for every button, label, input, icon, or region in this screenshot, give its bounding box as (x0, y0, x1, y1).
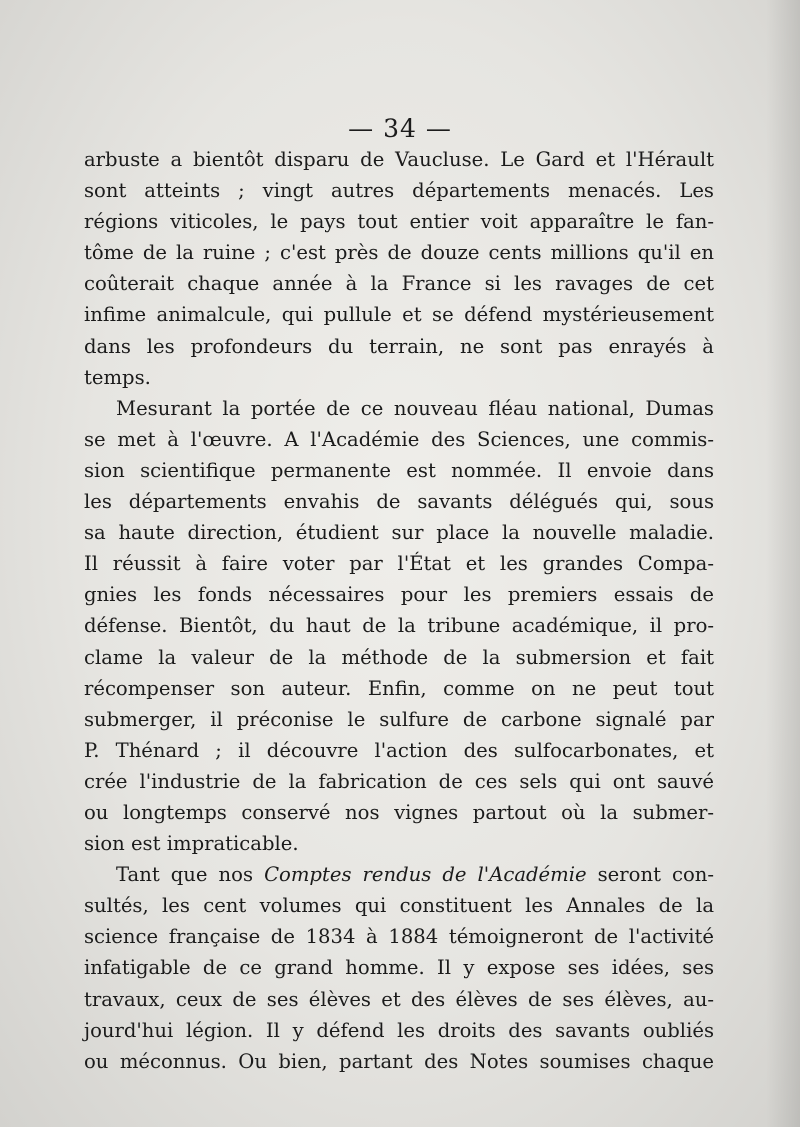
text-line: régions viticoles, le pays tout entier voit apparaître le fan- (84, 210, 714, 234)
text-line: ou longtemps conservé nos vignes partout où la submer- (84, 800, 714, 824)
text-line: P. Thénard ; il découvre l'action des sulfocarbonates, et (84, 738, 714, 762)
text-line: clame la valeur de la méthode de la submersion et fait (84, 645, 714, 669)
text-line: sa haute direction, étudient sur place la nouvelle maladie. (84, 521, 714, 545)
text-line: travaux, ceux de ses élèves et des élèves de ses élèves, au- (84, 987, 714, 1011)
text-line (84, 859, 714, 890)
text-line: sion scientifique permanente est nommée. Il envoie dans (84, 458, 714, 482)
text-line: Mesurant la portée de ce nouveau fléau national, Dumas (116, 396, 714, 420)
text-line: infatigable de ce grand homme. Il y expose ses idées, ses (84, 956, 714, 980)
page-number: — 34 — (348, 114, 452, 143)
text-segment: seront con- (586, 863, 714, 887)
text-line: sultés, les cent volumes qui constituent les Annales de la (84, 894, 714, 918)
text-line: gnies les fonds nécessaires pour les premiers essais de (84, 583, 714, 607)
text-line: jourd'hui légion. Il y défend les droits des savants oubliés (84, 1018, 714, 1042)
text-line: sion est impraticable. (84, 832, 299, 856)
text-line: science française de 1834 à 1884 témoigneront de l'activité (84, 925, 714, 949)
text-line: arbuste a bientôt disparu de Vaucluse. Le Gard et l'Hérault (84, 148, 714, 171)
text-line: submerger, il préconise le sulfure de carbone signalé par (84, 707, 714, 731)
text-line: ou méconnus. Ou bien, partant des Notes soumises chaque (84, 1049, 714, 1073)
text-line: tôme de la ruine ; c'est près de douze cents millions qu'il en (84, 241, 714, 265)
text-line: récompenser son auteur. Enfin, comme on ne peut tout (84, 676, 714, 700)
text-line: les départements envahis de savants délégués qui, sous (84, 490, 714, 514)
text-line: coûterait chaque année à la France si les ravages de cet (84, 272, 714, 296)
text-line: temps. (84, 365, 151, 389)
text-segment: Tant que nos (116, 863, 265, 887)
text-line: se met à l'œuvre. A l'Académie des Sciences, une commis- (84, 427, 714, 451)
body-text (84, 144, 714, 1077)
text-line: Il réussit à faire voter par l'État et les grandes Compa- (84, 552, 714, 576)
text-line: défense. Bientôt, du haut de la tribune académique, il pro- (84, 614, 714, 638)
text-line: infime animalcule, qui pullule et se défend mystérieusement (84, 303, 714, 327)
text-line: dans les profondeurs du terrain, ne sont pas enrayés à (84, 334, 714, 358)
text-line: crée l'industrie de la fabrication de ces sels qui ont sauvé (84, 769, 714, 793)
text-line: sont atteints ; vingt autres départements menacés. Les (84, 179, 714, 203)
italic-title: Comptes rendus de l'Académie (264, 863, 587, 887)
